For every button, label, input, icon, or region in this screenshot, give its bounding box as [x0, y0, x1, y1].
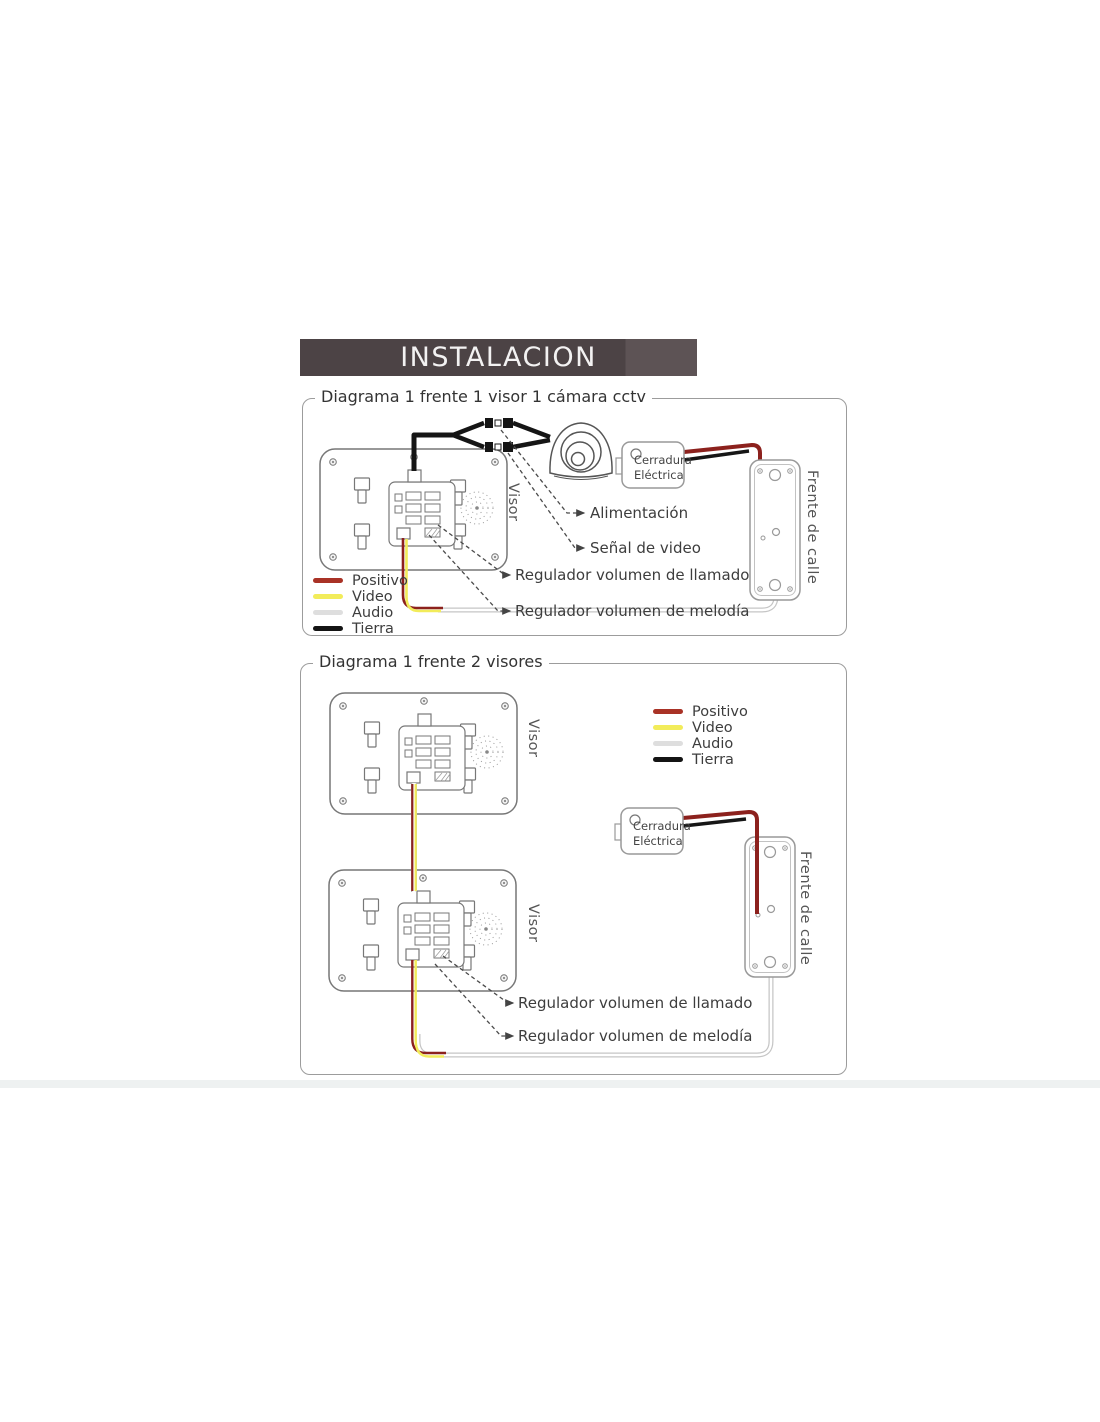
regulador-llamado-label: Regulador volumen de llamado [515, 566, 750, 584]
diagram-2-title: Diagrama 1 frente 2 visores [313, 652, 549, 671]
page-divider [0, 1080, 1100, 1088]
visor-top-label: Visor [525, 719, 541, 758]
legend-swatch-positivo [653, 709, 683, 714]
regulador-melodia-label: Regulador volumen de melodía [518, 1027, 753, 1045]
legend-item: Audio [653, 736, 748, 751]
diagram-1-panel [302, 387, 847, 637]
diagram-1-title: Diagrama 1 frente 1 visor 1 cámara cctv [315, 387, 652, 406]
visor-panel-bottom-icon [329, 870, 516, 991]
legend-swatch-video [653, 725, 683, 730]
diagram-2-drawing [301, 664, 846, 1074]
legend-item: Positivo [313, 573, 408, 588]
legend-item: Tierra [653, 752, 748, 767]
legend [313, 573, 408, 636]
legend-item: Video [313, 589, 408, 604]
visor-panel-top-icon [330, 693, 517, 814]
legend-item: Tierra [313, 621, 408, 636]
street-panel-icon [745, 837, 795, 977]
legend-swatch-audio [653, 741, 683, 746]
electric-lock-label: Cerradura Eléctrica [634, 453, 692, 482]
visor-label: Visor [505, 483, 521, 522]
electric-lock-label: Cerradura Eléctrica [633, 819, 691, 848]
legend-swatch-tierra [313, 626, 343, 631]
dome-camera-icon [550, 423, 612, 480]
legend-swatch-tierra [653, 757, 683, 762]
page-title: INSTALACION [400, 342, 597, 373]
legend-swatch-video [313, 594, 343, 599]
legend-item: Audio [313, 605, 408, 620]
title-bar [300, 339, 697, 376]
diagram-2-panel [300, 652, 847, 1075]
regulador-llamado-label: Regulador volumen de llamado [518, 994, 753, 1012]
frente-de-calle-label: Frente de calle [797, 851, 813, 966]
wire-bundle-between-visors [412, 783, 415, 892]
regulador-melodia-label: Regulador volumen de melodía [515, 602, 750, 620]
legend-item: Video [653, 720, 748, 735]
rca-connectors-icon [485, 418, 513, 452]
wire-tierra-lock [683, 819, 746, 826]
legend [653, 704, 748, 767]
legend-item: Positivo [653, 704, 748, 719]
legend-swatch-audio [313, 610, 343, 615]
legend-swatch-positivo [313, 578, 343, 583]
frente-de-calle-label: Frente de calle [804, 470, 820, 585]
street-panel-icon [750, 460, 800, 600]
visor-bottom-label: Visor [525, 904, 541, 943]
senal-de-video-label: Señal de video [590, 539, 701, 557]
alimentacion-label: Alimentación [590, 504, 689, 522]
